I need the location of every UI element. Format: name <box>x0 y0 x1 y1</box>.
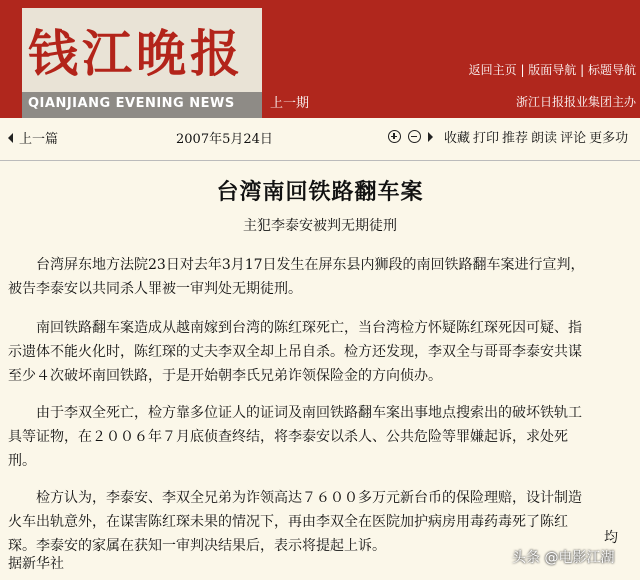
publisher-text: 浙江日报报业集团主办 <box>515 95 636 109</box>
zoom-out-icon[interactable] <box>408 130 421 143</box>
zoom-in-icon[interactable] <box>388 130 401 143</box>
newspaper-logo[interactable] <box>22 8 262 118</box>
prev-issue-link[interactable]: 上一期 <box>270 96 310 111</box>
watermark-text: 头条 @电影江湖 <box>512 550 615 566</box>
divider <box>0 160 640 161</box>
masthead <box>0 0 640 118</box>
nav-layout-link[interactable]: 版面导航 <box>528 63 577 77</box>
recommend-button[interactable]: 推荐 <box>502 131 529 146</box>
nav-home-link[interactable]: 返回主页 <box>468 63 517 77</box>
source-prefix: 均 <box>604 530 618 546</box>
logo-english-text: QIANJIANG EVENING NEWS <box>28 96 235 111</box>
article-toolbar <box>0 118 640 154</box>
play-icon[interactable] <box>428 132 433 142</box>
arrow-left-icon <box>8 133 13 143</box>
more-button[interactable]: 更多功 <box>589 131 629 146</box>
article-paragraph: 由于李双全死亡，检方靠多位证人的证词及南回铁路翻车案出事地点搜索出的破坏铁轨工具等证物，在２００６年７月底侦查终结，将李泰安以杀人、公共危险等罪嫌起诉，求处死刑。 <box>8 405 582 469</box>
favorite-button[interactable]: 收藏 <box>444 131 471 146</box>
article-subtitle: 主犯李泰安被判无期徒刑 <box>243 218 397 234</box>
prev-article-link[interactable] <box>8 128 58 147</box>
read-aloud-button[interactable]: 朗读 <box>531 131 558 146</box>
nav-title-link[interactable]: 标题导航 <box>587 63 636 77</box>
top-navigation: 返回主页 | 版面导航 | 标题导航 <box>468 63 636 77</box>
article-source: 据新华社 <box>8 556 64 572</box>
print-button[interactable]: 打印 <box>473 131 500 146</box>
tool-buttons <box>388 127 628 146</box>
article-paragraph: 南回铁路翻车案造成从越南嫁到台湾的陈红琛死亡，当台湾检方怀疑陈红琛死因可疑、指示遗体不能火化时，陈红琛的丈夫李双全却上吊自杀。检方还发现，李双全与哥哥李泰安共谋至少４次破坏南回铁路，于是开始朝李氏兄弟诈领保险金的方向侦办。 <box>8 320 582 384</box>
article-paragraph: 台湾屏东地方法院23日对去年3月17日发生在屏东县内狮段的南回铁路翻车案进行宣判，被告李泰安以共同杀人罪被一审判处无期徒刑。 <box>8 257 585 297</box>
article-title: 台湾南回铁路翻车案 <box>216 179 424 205</box>
comment-button[interactable]: 评论 <box>560 131 587 146</box>
logo-chinese-text: 钱江晚报 <box>28 24 244 83</box>
article-paragraph: 检方认为，李泰安、李双全兄弟为诈领高达７６００多万元新台币的保险理赔，设计制造火车出轨意外，在谋害陈红琛未果的情况下，再由李双全在医院加护病房用毒药毒死了陈红琛。李泰安的家属在获知一审判决结果后，表示将提起上诉。 <box>8 490 582 554</box>
issue-date: 2007年5月24日 <box>176 132 273 147</box>
prev-article-label: 上一篇 <box>19 132 59 147</box>
